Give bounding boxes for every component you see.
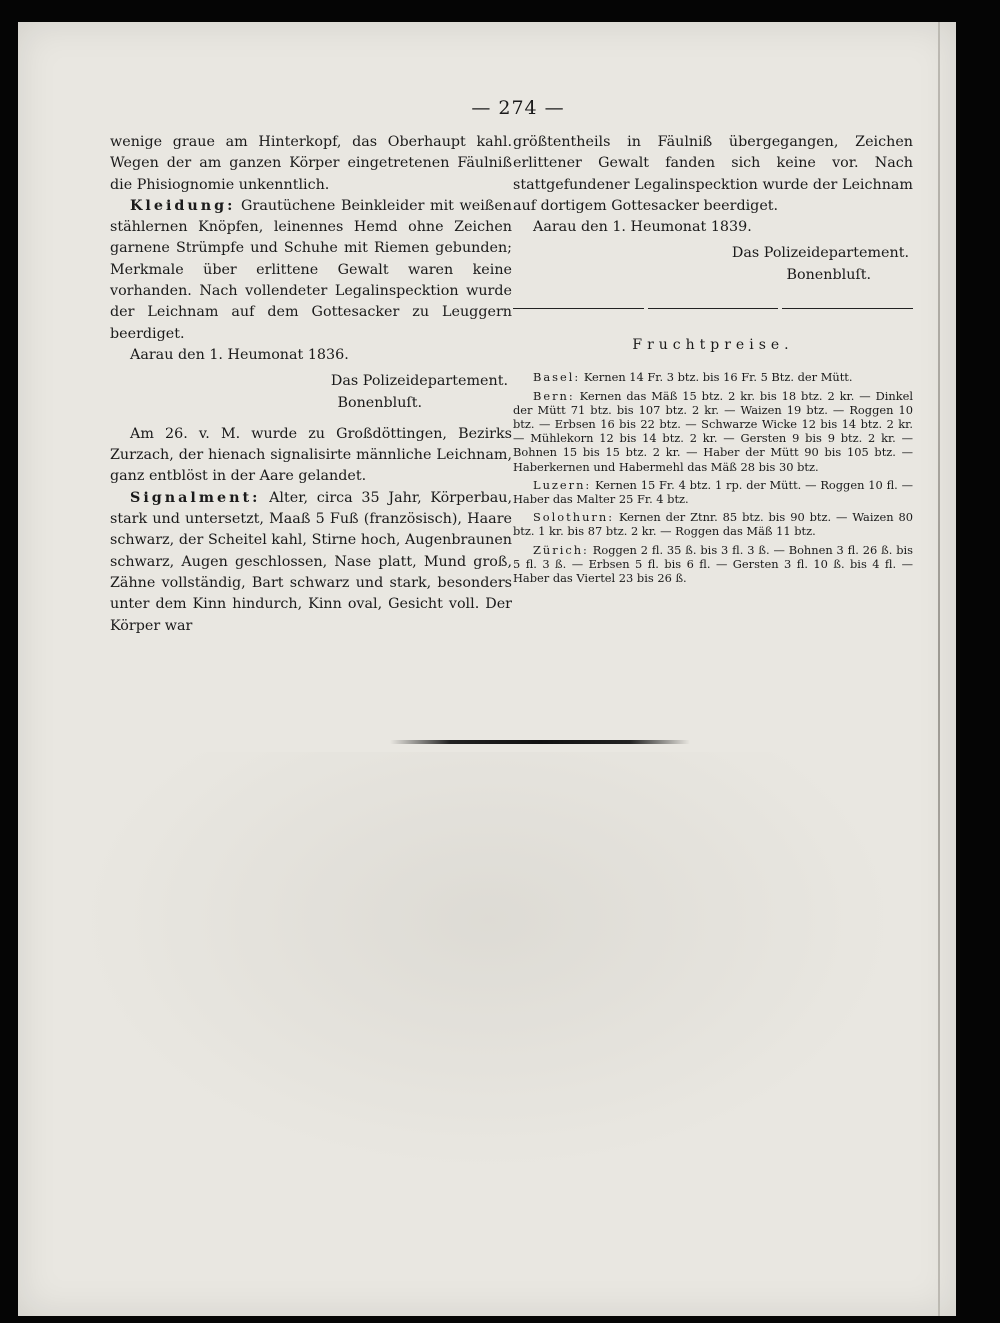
left-column: [110, 132, 512, 637]
fruit-prices-list: [513, 370, 913, 585]
section-divider: [513, 308, 913, 309]
binding-fold: [938, 22, 940, 1316]
right-paragraph-1: größtentheils in Fäulniß übergegangen, Zeichen erlittener Gewalt fanden sich keine vor. Nach stattgefundener Legalinspecktion wurde der Leichnam auf dortigem Gottesacker beerdiget.: [513, 134, 913, 214]
price-text: Kernen 15 Fr. 4 btz. 1 rp. der Mütt. — Roggen 10 fl. — Haber das Malter 25 Fr. 4 btz.: [513, 477, 913, 506]
show-through-shadow: [78, 752, 898, 1172]
price-entry-luzern: [513, 478, 913, 506]
clothing-label: Kleidung:: [130, 197, 236, 214]
left-signature-name: Bonenbluſt.: [337, 394, 422, 411]
left-paragraph-1: wenige graue am Hinterkopf, das Oberhaupt kahl. Wegen der am ganzen Körper eingetretenen Fäulniß die Phisiognomie unkenntlich.: [110, 134, 512, 193]
price-city: Zürich:: [533, 542, 589, 557]
right-signature-name: Bonenbluſt.: [786, 266, 871, 283]
price-city: Luzern:: [533, 477, 592, 492]
price-city: Basel:: [533, 370, 581, 385]
right-signature-department: Das Polizeidepartement.: [731, 245, 909, 262]
left-paragraph-2: [110, 196, 512, 345]
price-entry-zuerich: [513, 543, 913, 586]
left-signature-department: Das Polizeidepartement.: [330, 373, 508, 390]
left-paragraph-4: [110, 488, 512, 637]
price-text: Kernen 14 Fr. 3 btz. bis 16 Fr. 5 Btz. der Mütt.: [580, 370, 853, 385]
price-entry-bern: [513, 389, 913, 474]
page-number: — 274 —: [471, 97, 565, 119]
signalment-text: Alter, circa 35 Jahr, Körperbau, stark und untersetzt, Maaß 5 Fuß (französisch), Haare schwarz, der Scheitel kahl, Stirne hoch, Augenbraunen schwarz, Augen geschlossen, Nase platt, Mund groß, Zähne vollständig, Bart schwarz und stark, besonders unter dem Kinn hindurch, Kinn oval, Gesicht voll. Der Körper war: [110, 489, 512, 634]
signalment-label: Signalment:: [130, 489, 261, 506]
price-entry-basel: [513, 370, 913, 384]
right-column: [513, 132, 913, 585]
price-city: Solothurn:: [533, 510, 615, 525]
price-text: Roggen 2 fl. 35 ß. bis 3 fl. 3 ß. — Bohnen 3 fl. 26 ß. bis 5 fl. 3 ß. — Erbsen 5 fl. bis 6 fl. — Gersten 3 fl. 10 ß. bis 4 fl. — Haber das Viertel 23 bis 26 ß.: [513, 542, 913, 586]
newspaper-page: [18, 22, 956, 1316]
price-entry-solothurn: [513, 510, 913, 538]
left-date-line: Aarau den 1. Heumonat 1836.: [130, 346, 349, 363]
clothing-text: Grautüchene Beinkleider mit weißen stählernen Knöpfen, leinennes Hemd ohne Zeichen garnene Strümpfe und Schuhe mit Riemen gebunden; Merkmale über erlittene Gewalt waren keine vorhanden. Nach vollendeter Legalinspecktion wurde der Leichnam auf dem Gottesacker zu Leuggern beerdiget.: [110, 197, 512, 342]
left-paragraph-3: Am 26. v. M. wurde zu Großdöttingen, Bezirks Zurzach, der hienach signalisirte männliche Leichnam, ganz entblöst in der Aare gelandet.: [110, 425, 512, 485]
fruit-prices-heading: Fruchtpreise.: [632, 337, 794, 354]
price-text: Kernen der Ztnr. 85 btz. bis 90 btz. — Waizen 80 btz. 1 kr. bis 87 btz. 2 kr. — Roggen das Mäß 11 btz.: [513, 510, 913, 539]
right-date-line: Aarau den 1. Heumonat 1839.: [533, 219, 752, 236]
price-text: Kernen das Mäß 15 btz. 2 kr. bis 18 btz. 2 kr. — Dinkel der Mütt 71 btz. bis 107 btz. 2 kr. — Waizen 19 btz. — Roggen 10 btz. — Erbsen 16 bis 22 btz. — Schwarze Wicke 12 bis 14 btz. 2 kr. — Mühlekorn 12 bis 14 btz. 2 kr. — Gersten 9 bis 9 btz. 2 kr. — Bohnen 15 bis 15 btz. 2 kr. — Haber der Mütt 90 bis 105 btz. — Haberkernen und Habermehl das Mäß 28 bis 30 btz.: [513, 388, 913, 474]
end-separator-rule: [390, 740, 690, 744]
price-city: Bern:: [533, 388, 575, 403]
